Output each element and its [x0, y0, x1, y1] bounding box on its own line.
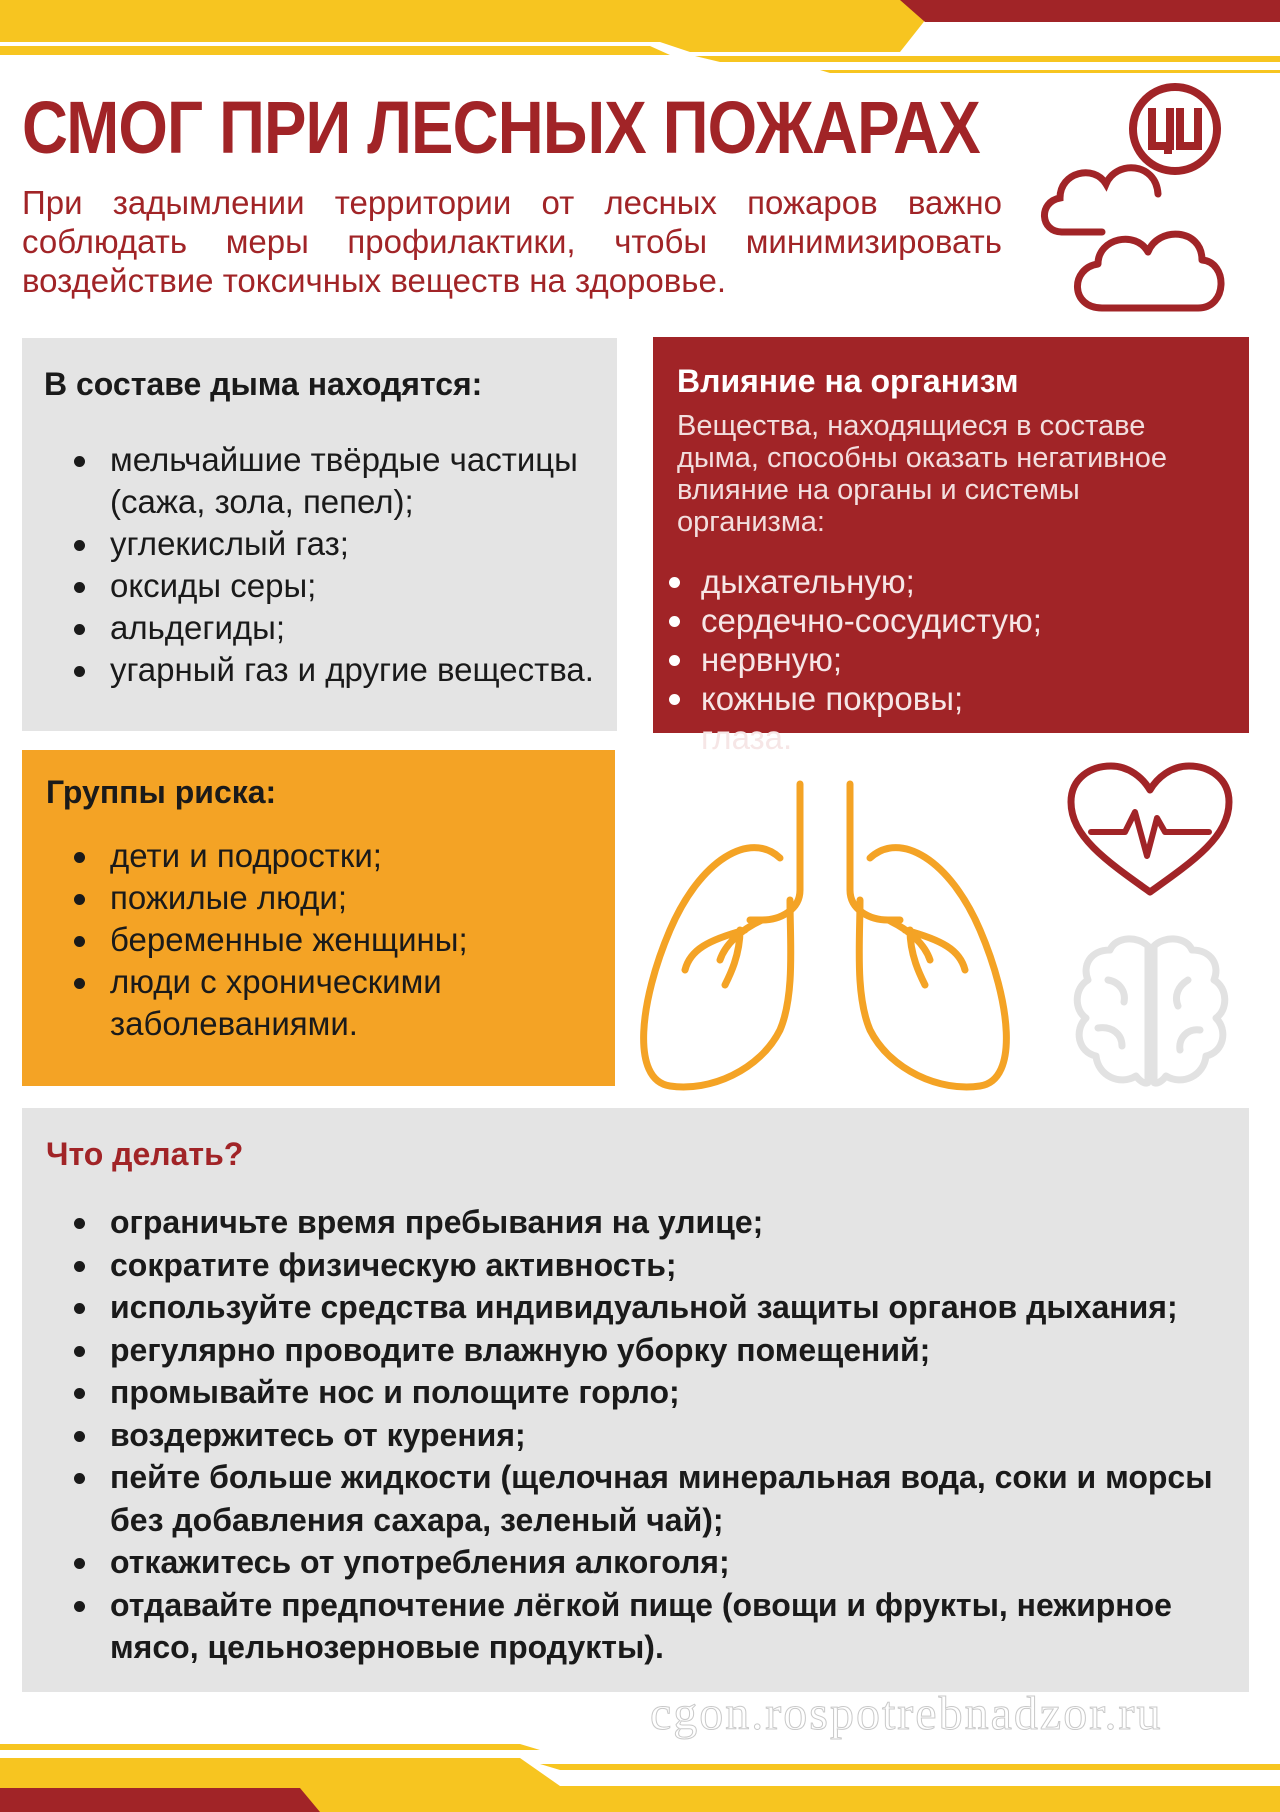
list-item: сократите физическую активность;: [46, 1244, 1249, 1287]
risk-groups-panel: [22, 750, 615, 1086]
what-to-do-panel: [22, 1108, 1249, 1692]
effect-description: Вещества, находящиеся в составе дыма, способны оказать негативное влияние на органы и системы организма:: [677, 410, 1167, 538]
intro-text: При задымлении территории от лесных пожаров важно соблюдать меры профилактики, чтобы минимизировать воздействие токсичных веществ на здоровье.: [22, 184, 1002, 299]
list-item: используйте средства индивидуальной защиты органов дыхания;: [46, 1286, 1249, 1329]
todo-list: [46, 1201, 1249, 1669]
heartbeat-icon: [1065, 760, 1235, 900]
top-stripes: [0, 0, 1280, 80]
list-item: отдавайте предпочтение лёгкой пище (овощи и фрукты, нежирное мясо, цельнозерновые продукты).: [46, 1584, 1249, 1669]
list-item: пожилые люди;: [46, 877, 615, 919]
list-item: люди с хроническими заболеваниями.: [46, 961, 615, 1045]
list-item: мельчайшие твёрдые частицы (сажа, зола, пепел);: [44, 439, 617, 523]
list-item: оксиды серы;: [44, 565, 617, 607]
list-item: альдегиды;: [44, 607, 617, 649]
list-item: сердечно-сосудистую;: [677, 601, 1225, 640]
list-item: угарный газ и другие вещества.: [44, 649, 617, 691]
smoke-composition-panel: [22, 338, 617, 731]
page-title: СМОГ ПРИ ЛЕСНЫХ ПОЖАРАХ: [22, 86, 980, 169]
list-item: беременные женщины;: [46, 919, 615, 961]
list-item: откажитесь от употребления алкоголя;: [46, 1541, 1249, 1584]
bottom-stripes: [0, 1740, 1280, 1812]
list-item: дети и подростки;: [46, 835, 615, 877]
brain-icon: [1068, 932, 1234, 1100]
list-item: воздержитесь от курения;: [46, 1414, 1249, 1457]
list-item: пейте больше жидкости (щелочная минеральная вода, соки и морсы без добавления сахара, зеленый чай);: [46, 1456, 1249, 1541]
effect-heading: Влияние на организм: [677, 363, 1019, 399]
effect-list: [677, 562, 1225, 757]
watermark-url: cgon.rospotrebnadzor.ru: [650, 1687, 1163, 1740]
list-item: дыхательную;: [677, 562, 1225, 601]
smoke-heading: В составе дыма находятся:: [44, 366, 483, 402]
lungs-icon: [630, 780, 1020, 1096]
list-item: промывайте нос и полощите горло;: [46, 1371, 1249, 1414]
list-item: регулярно проводите влажную уборку помещений;: [46, 1329, 1249, 1372]
risk-heading: Группы риска:: [46, 774, 277, 810]
list-item: нервную;: [677, 640, 1225, 679]
list-item: углекислый газ;: [44, 523, 617, 565]
smoke-list: [44, 439, 617, 691]
clouds-icon: [1032, 150, 1232, 320]
list-item: кожные покровы;: [677, 679, 1225, 718]
risk-list: [46, 835, 615, 1045]
health-effect-panel: [653, 337, 1249, 756]
todo-heading: Что делать?: [46, 1136, 244, 1172]
list-item: ограничьте время пребывания на улице;: [46, 1201, 1249, 1244]
list-item: глаза.: [677, 718, 1225, 757]
